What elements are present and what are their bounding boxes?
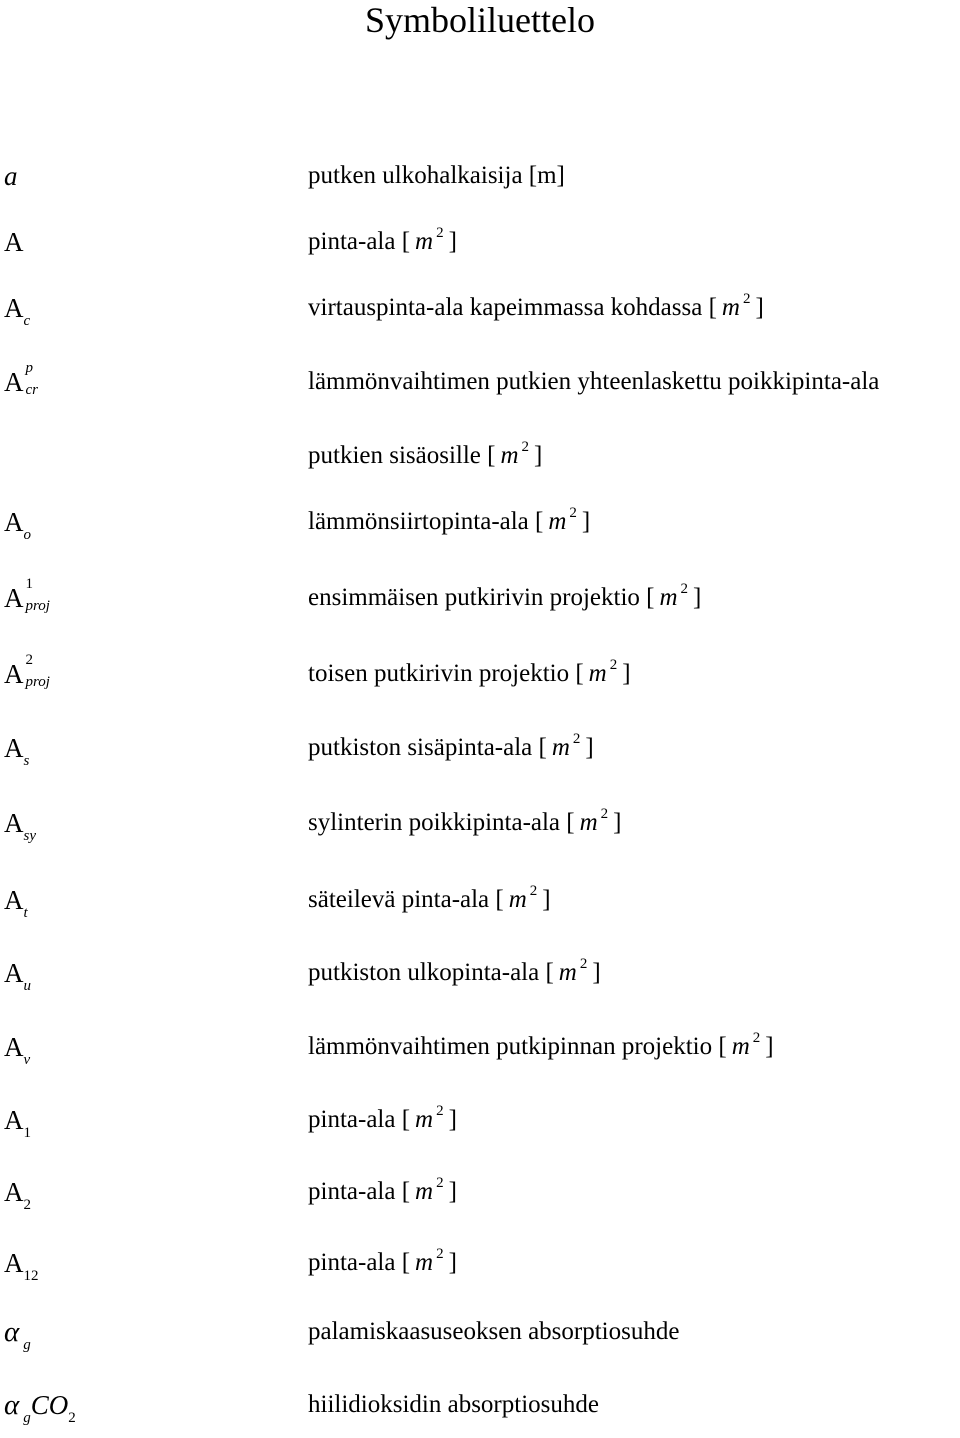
symbol-superscript: p: [25, 360, 33, 376]
unit-exponent: 2: [742, 291, 751, 307]
unit-m: m: [731, 1033, 750, 1060]
symbol-subscript: sy: [23, 828, 36, 844]
symbol-base: A: [4, 507, 24, 537]
description-text: ensimmäisen putkirivin projektio [: [308, 584, 655, 611]
symbol: [4, 880, 28, 933]
unit-exponent: 2: [579, 956, 588, 972]
symbol-row-A-t: [0, 880, 960, 920]
description: [308, 1100, 457, 1143]
description: [308, 654, 631, 697]
description: [308, 1243, 457, 1286]
description: [308, 1027, 774, 1070]
description-text: virtauspinta-ala kapeimmassa kohdassa [: [308, 294, 717, 321]
description: [308, 1172, 457, 1215]
unit-m: m: [579, 809, 598, 836]
unit-close: ]: [448, 1178, 457, 1205]
description-text: hiilidioksidin absorptiosuhde: [308, 1391, 599, 1418]
unit-m: m: [558, 959, 577, 986]
symbol: [4, 578, 64, 618]
unit-m: m: [551, 734, 570, 761]
unit-m: m: [415, 1178, 434, 1205]
symbol-base: A: [4, 1248, 24, 1278]
symbol-base: A: [4, 367, 24, 397]
symbol: [4, 1243, 39, 1296]
unit-m: m: [415, 228, 434, 255]
symbol: [4, 222, 24, 262]
symbol-base: A: [4, 1032, 24, 1062]
symbol-subscript: s: [23, 753, 30, 769]
description: [308, 803, 622, 846]
symbol-base: A: [4, 885, 24, 915]
symbol-row-A-sy: [0, 803, 960, 843]
symbol-row-A-2: [0, 1172, 960, 1212]
description-text: säteilevä pinta-ala [: [308, 886, 504, 913]
symbol-subscript: u: [23, 978, 31, 994]
unit-exponent: 2: [529, 883, 538, 899]
symbol-superscript: 1: [25, 576, 33, 592]
symbol-subscript: proj: [25, 598, 50, 614]
description: [308, 222, 457, 265]
unit-exponent: 2: [436, 1175, 444, 1191]
unit-m: m: [548, 508, 567, 535]
symbol-base: A: [4, 659, 24, 689]
symbol: [4, 156, 18, 196]
symbol-base: α: [4, 1316, 20, 1348]
description: [308, 953, 601, 996]
description: [308, 1312, 679, 1352]
description-text: palamiskaasuseoksen absorptiosuhde: [308, 1318, 680, 1345]
unit-close: ]: [534, 442, 543, 469]
symbol-row-A-12: [0, 1243, 960, 1283]
unit-exponent: 2: [680, 581, 689, 597]
symbol: [4, 1172, 31, 1225]
description-text: pinta-ala [: [308, 1249, 411, 1276]
symbol-subscript: c: [23, 313, 31, 329]
description-text: pinta-ala [: [308, 228, 411, 255]
unit-close: ]: [755, 294, 764, 321]
unit-exponent: 2: [600, 806, 609, 822]
unit-exponent: 2: [436, 225, 444, 241]
description: [308, 362, 879, 402]
unit-close: ]: [448, 1106, 457, 1133]
unit-m: m: [659, 584, 678, 611]
description-text: lämmönvaihtimen putkipinnan projektio [: [308, 1033, 727, 1060]
symbol-subscript: t: [23, 905, 28, 921]
unit-close: ]: [581, 508, 591, 535]
unit-exponent: 2: [609, 657, 618, 673]
symbol: [4, 502, 31, 555]
unit-m: m: [415, 1106, 434, 1133]
symbol-base: A: [4, 733, 24, 763]
description-text: lämmönsiirtopinta-ala [: [308, 508, 544, 535]
symbol-subscript: 12: [23, 1268, 39, 1284]
symbol-subscript: proj: [25, 674, 50, 690]
page-title: Symboliluettelo: [365, 0, 595, 40]
unit-m: m: [588, 660, 607, 687]
description-text: sylinterin poikkipinta-ala [: [308, 809, 575, 836]
description-text: putkiston sisäpinta-ala [: [308, 734, 547, 761]
symbol-subscript: g: [23, 1337, 31, 1353]
symbol-subscript: v: [23, 1052, 31, 1068]
symbol: [4, 1027, 30, 1080]
description-text: putken ulkohalkaisija [m]: [308, 162, 565, 189]
symbol-base: α: [4, 1389, 20, 1421]
description-text: pinta-ala [: [308, 1106, 411, 1133]
symbol-base: A: [4, 958, 24, 988]
description-text: pinta-ala [: [308, 1178, 411, 1205]
unit-m: m: [508, 886, 527, 913]
symbol-subscript: o: [23, 527, 31, 543]
symbol-row-A-proj-1: [0, 578, 960, 618]
symbol: [4, 362, 64, 402]
description-text: lämmönvaihtimen putkien yhteenlaskettu poikkipinta-ala: [308, 368, 880, 395]
description-text: putkiston ulkopinta-ala [: [308, 959, 554, 986]
symbol: [4, 953, 31, 1006]
unit-close: ]: [765, 1033, 774, 1060]
symbol: [4, 288, 30, 341]
symbol-tail-subscript: 2: [68, 1410, 76, 1426]
unit-close: ]: [613, 809, 622, 836]
symbol: [4, 654, 64, 694]
symbol-subscript: 1: [23, 1125, 31, 1141]
unit-exponent: 2: [521, 439, 530, 455]
description: [308, 1385, 599, 1425]
description: [308, 502, 590, 545]
unit-close: ]: [592, 959, 601, 986]
description: [308, 288, 764, 331]
unit-close: ]: [622, 660, 631, 687]
symbol-base: A: [4, 808, 24, 838]
symbol-row-A-proj-2: [0, 654, 960, 694]
symbol-row-a: [0, 156, 960, 196]
symbol-row-A-u: [0, 953, 960, 993]
symbol-tail: CO: [30, 1390, 69, 1420]
symbol-row-A-cr-p: [0, 362, 960, 402]
symbol-row-A-v: [0, 1027, 960, 1067]
symbol: [4, 803, 36, 856]
unit-m: m: [415, 1249, 434, 1276]
unit-exponent: 2: [752, 1030, 761, 1046]
symbol-row-alpha-g: [0, 1312, 960, 1352]
symbol-base: a: [4, 161, 18, 191]
symbol-base: A: [4, 293, 24, 323]
unit-close: ]: [693, 584, 702, 611]
symbol: [4, 728, 29, 781]
description: [308, 156, 565, 196]
unit-close: ]: [448, 1249, 457, 1276]
unit-close: ]: [585, 734, 594, 761]
unit-exponent: 2: [436, 1103, 444, 1119]
description: [308, 578, 701, 621]
symbol-row-A-1: [0, 1100, 960, 1140]
description-text: putkien sisäosille [: [308, 442, 496, 469]
symbol: [4, 1312, 31, 1365]
symbol-base: A: [4, 1177, 24, 1207]
description-text: toisen putkirivin projektio [: [308, 660, 584, 687]
description: [308, 880, 551, 923]
symbol-row-continuation: [0, 436, 960, 476]
symbol-row-A-s: [0, 728, 960, 768]
symbol-row-A: [0, 222, 960, 262]
symbol-subscript: 2: [23, 1197, 31, 1213]
description: [308, 436, 542, 479]
unit-m: m: [500, 442, 519, 469]
symbol-row-A-o: [0, 502, 960, 542]
unit-exponent: 2: [436, 1246, 444, 1262]
unit-close: ]: [448, 228, 457, 255]
unit-close: ]: [542, 886, 551, 913]
unit-m: m: [721, 294, 740, 321]
symbol-row-alpha-g-CO2: [0, 1385, 960, 1425]
description: [308, 728, 594, 771]
symbol-subscript: g: [23, 1410, 31, 1426]
symbol-base: A: [4, 1105, 24, 1135]
symbol-superscript: 2: [25, 652, 33, 668]
symbol-base: A: [4, 583, 24, 613]
unit-exponent: 2: [569, 505, 577, 521]
symbol-row-A-c: [0, 288, 960, 328]
symbol: [4, 1385, 76, 1438]
unit-exponent: 2: [572, 731, 581, 747]
symbol: [4, 1100, 31, 1153]
symbol-subscript: cr: [25, 382, 38, 398]
symbol-base: A: [4, 227, 24, 257]
